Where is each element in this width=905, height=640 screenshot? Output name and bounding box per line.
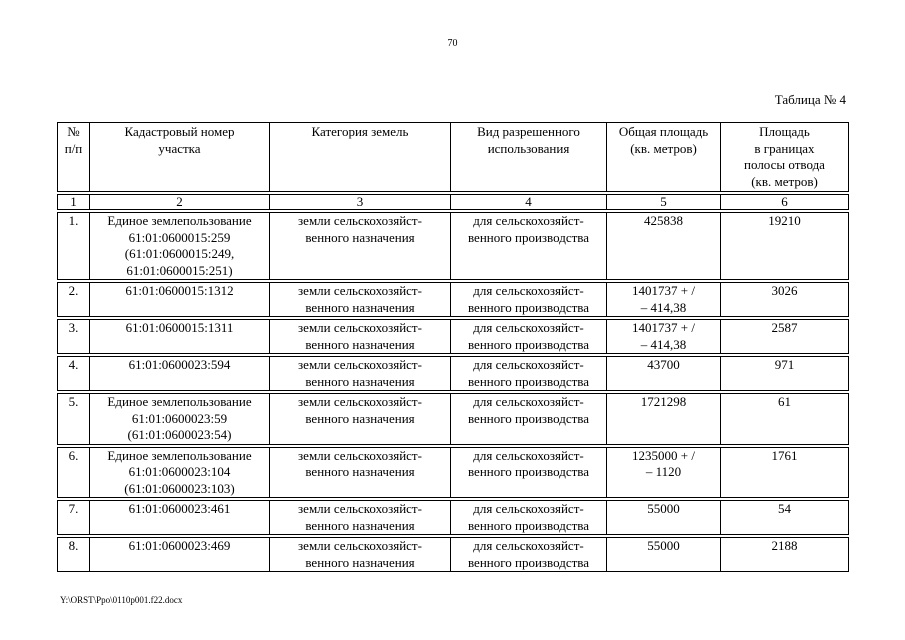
cell-line: венного назначения <box>305 517 415 533</box>
land-category-cell <box>270 447 451 498</box>
cell-line: венного производства <box>467 464 590 479</box>
row-number-cell: 3. <box>58 320 90 354</box>
cell-line: земли сельскохозяйст- <box>298 501 422 516</box>
cell-line: для сельскохозяйст- <box>473 357 584 372</box>
strip-area-cell: 54 <box>721 501 849 535</box>
cell-line: для сельскохозяйст- <box>473 501 584 516</box>
cell-line: использования <box>487 140 570 156</box>
cell-line: венного назначения <box>305 554 415 570</box>
table-row <box>58 447 849 498</box>
table-caption: Таблица № 4 <box>774 92 846 107</box>
cell-line: полосы отвода <box>744 157 825 172</box>
cell-line: участка <box>158 140 201 156</box>
cell-line: (61:01:0600023:54) <box>127 427 232 442</box>
land-category-cell <box>270 357 451 391</box>
permitted-use-cell <box>451 283 607 317</box>
land-category-cell <box>270 320 451 354</box>
total-area-cell <box>607 320 721 354</box>
table-body <box>58 123 849 572</box>
column-number-row <box>58 195 849 210</box>
permitted-use-cell <box>451 320 607 354</box>
column-number-cell: 6 <box>721 195 849 210</box>
strip-area-cell: 19210 <box>721 213 849 280</box>
land-category-cell <box>270 501 451 535</box>
cell-line: венного производства <box>467 229 590 245</box>
row-number-cell: 7. <box>58 501 90 535</box>
table-row <box>58 501 849 535</box>
row-number-cell: 5. <box>58 394 90 445</box>
land-plots-table <box>57 122 849 572</box>
column-number-cell: 1 <box>58 195 90 210</box>
land-category-cell <box>270 213 451 280</box>
column-number-cell: 3 <box>270 195 451 210</box>
total-area-cell <box>607 447 721 498</box>
cell-line: 61:01:0600023:469 <box>128 538 231 553</box>
footer-file-path: Y:\ORST\Ppo\0110p001.f22.docx <box>60 595 183 605</box>
cell-line: для сельскохозяйст- <box>473 394 584 409</box>
permitted-use-cell <box>451 394 607 445</box>
cell-line: 61:01:0600015:259 <box>128 229 231 245</box>
cell-line: венного назначения <box>305 299 415 315</box>
cell-line: венного производства <box>467 554 590 570</box>
total-area-cell <box>607 213 721 280</box>
table-row <box>58 213 849 280</box>
cell-line: 425838 <box>644 213 683 228</box>
cadastral-number-cell <box>90 501 270 535</box>
total-area-cell <box>607 501 721 535</box>
cell-line: Единое землепользование <box>107 213 252 228</box>
cadastral-number-cell <box>90 283 270 317</box>
cell-line: 1721298 <box>640 394 687 409</box>
cell-line: венного производства <box>467 336 590 352</box>
cell-line: для сельскохозяйст- <box>473 320 584 335</box>
strip-area-cell: 61 <box>721 394 849 445</box>
cell-line: земли сельскохозяйст- <box>298 283 422 298</box>
cell-line: 61:01:0600015:1311 <box>125 320 234 335</box>
row-number-cell: 2. <box>58 283 90 317</box>
column-number-cell: 2 <box>90 195 270 210</box>
cell-line: 55000 <box>647 501 680 516</box>
cadastral-number-cell <box>90 538 270 572</box>
cell-line: Кадастровый номер <box>124 124 235 139</box>
total-area-cell <box>607 538 721 572</box>
land-category-cell <box>270 283 451 317</box>
land-category-cell <box>270 538 451 572</box>
row-number-cell: 4. <box>58 357 90 391</box>
table-header-row <box>58 123 849 192</box>
cell-line: венного производства <box>467 373 590 389</box>
strip-area-cell: 971 <box>721 357 849 391</box>
permitted-use-cell <box>451 538 607 572</box>
cell-line: венного назначения <box>305 373 415 389</box>
cell-line: – 1120 <box>645 464 682 479</box>
header-cell <box>451 123 607 192</box>
cell-line: 61:01:0600023:59 <box>131 410 228 426</box>
cadastral-number-cell <box>90 357 270 391</box>
cell-line: 1401737 + / <box>632 320 695 335</box>
cell-line: 61:01:0600023:594 <box>128 357 231 372</box>
cell-line: (кв. метров) <box>751 173 818 189</box>
header-cell <box>270 123 451 192</box>
cell-line: (61:01:0600015:249, <box>124 246 235 261</box>
cell-line: земли сельскохозяйст- <box>298 447 422 463</box>
cell-line: № <box>67 124 80 139</box>
cell-line: для сельскохозяйст- <box>473 213 584 228</box>
cell-line: Категория земель <box>311 124 409 139</box>
cell-line: (61:01:0600023:103) <box>124 480 235 496</box>
cell-line: 61:01:0600023:104 <box>128 464 231 479</box>
total-area-cell <box>607 283 721 317</box>
cell-line: для сельскохозяйст- <box>473 283 584 298</box>
total-area-cell <box>607 394 721 445</box>
strip-area-cell: 2188 <box>721 538 849 572</box>
cell-line: венного производства <box>467 299 590 315</box>
cell-line: земли сельскохозяйст- <box>298 538 422 553</box>
page-number: 70 <box>447 38 458 49</box>
permitted-use-cell <box>451 357 607 391</box>
cell-line: венного назначения <box>305 464 415 479</box>
permitted-use-cell <box>451 213 607 280</box>
cell-line: венного производства <box>467 410 590 426</box>
column-number-cell: 5 <box>607 195 721 210</box>
cell-line: 1401737 + / <box>632 283 695 298</box>
cell-line: п/п <box>64 140 83 156</box>
permitted-use-cell <box>451 501 607 535</box>
cell-line: 61:01:0600015:1312 <box>125 283 234 298</box>
table-row <box>58 283 849 317</box>
table-row <box>58 394 849 445</box>
row-number-cell: 8. <box>58 538 90 572</box>
cadastral-number-cell <box>90 447 270 498</box>
cell-line: земли сельскохозяйст- <box>298 394 422 409</box>
cell-line: венного назначения <box>305 336 415 352</box>
cell-line: – 414,38 <box>640 336 687 352</box>
cell-line: Единое землепользование <box>107 394 252 409</box>
permitted-use-cell <box>451 447 607 498</box>
cell-line: для сельскохозяйст- <box>473 538 584 553</box>
total-area-cell <box>607 357 721 391</box>
strip-area-cell: 3026 <box>721 283 849 317</box>
cell-line: 43700 <box>647 357 680 372</box>
row-number-cell: 6. <box>58 447 90 498</box>
header-cell <box>721 123 849 192</box>
cell-line: 55000 <box>647 538 680 553</box>
cell-line: Единое землепользование <box>107 447 252 463</box>
header-cell <box>90 123 270 192</box>
table-row <box>58 538 849 572</box>
table-row <box>58 320 849 354</box>
cadastral-number-cell <box>90 320 270 354</box>
cell-line: Общая площадь <box>618 124 709 139</box>
cell-line: для сельскохозяйст- <box>473 447 584 463</box>
cell-line: (кв. метров) <box>630 140 697 156</box>
table-row <box>58 357 849 391</box>
cell-line: 61:01:0600023:461 <box>128 501 231 516</box>
header-cell <box>607 123 721 192</box>
cell-line: земли сельскохозяйст- <box>298 357 422 372</box>
cell-line: 61:01:0600015:251) <box>126 262 233 278</box>
cadastral-number-cell <box>90 213 270 280</box>
cell-line: в границах <box>754 140 815 156</box>
cell-line: венного назначения <box>305 229 415 245</box>
header-cell <box>58 123 90 192</box>
cell-line: – 414,38 <box>640 299 687 315</box>
strip-area-cell: 2587 <box>721 320 849 354</box>
cell-line: Вид разрешенного <box>477 124 580 139</box>
row-number-cell: 1. <box>58 213 90 280</box>
column-number-cell: 4 <box>451 195 607 210</box>
cell-line: венного назначения <box>305 410 415 426</box>
cell-line: 1235000 + / <box>632 447 695 463</box>
cell-line: земли сельскохозяйст- <box>298 213 422 228</box>
cadastral-number-cell <box>90 394 270 445</box>
cell-line: земли сельскохозяйст- <box>298 320 422 335</box>
cell-line: Площадь <box>759 124 810 139</box>
land-category-cell <box>270 394 451 445</box>
strip-area-cell: 1761 <box>721 447 849 498</box>
cell-line: венного производства <box>467 517 590 533</box>
